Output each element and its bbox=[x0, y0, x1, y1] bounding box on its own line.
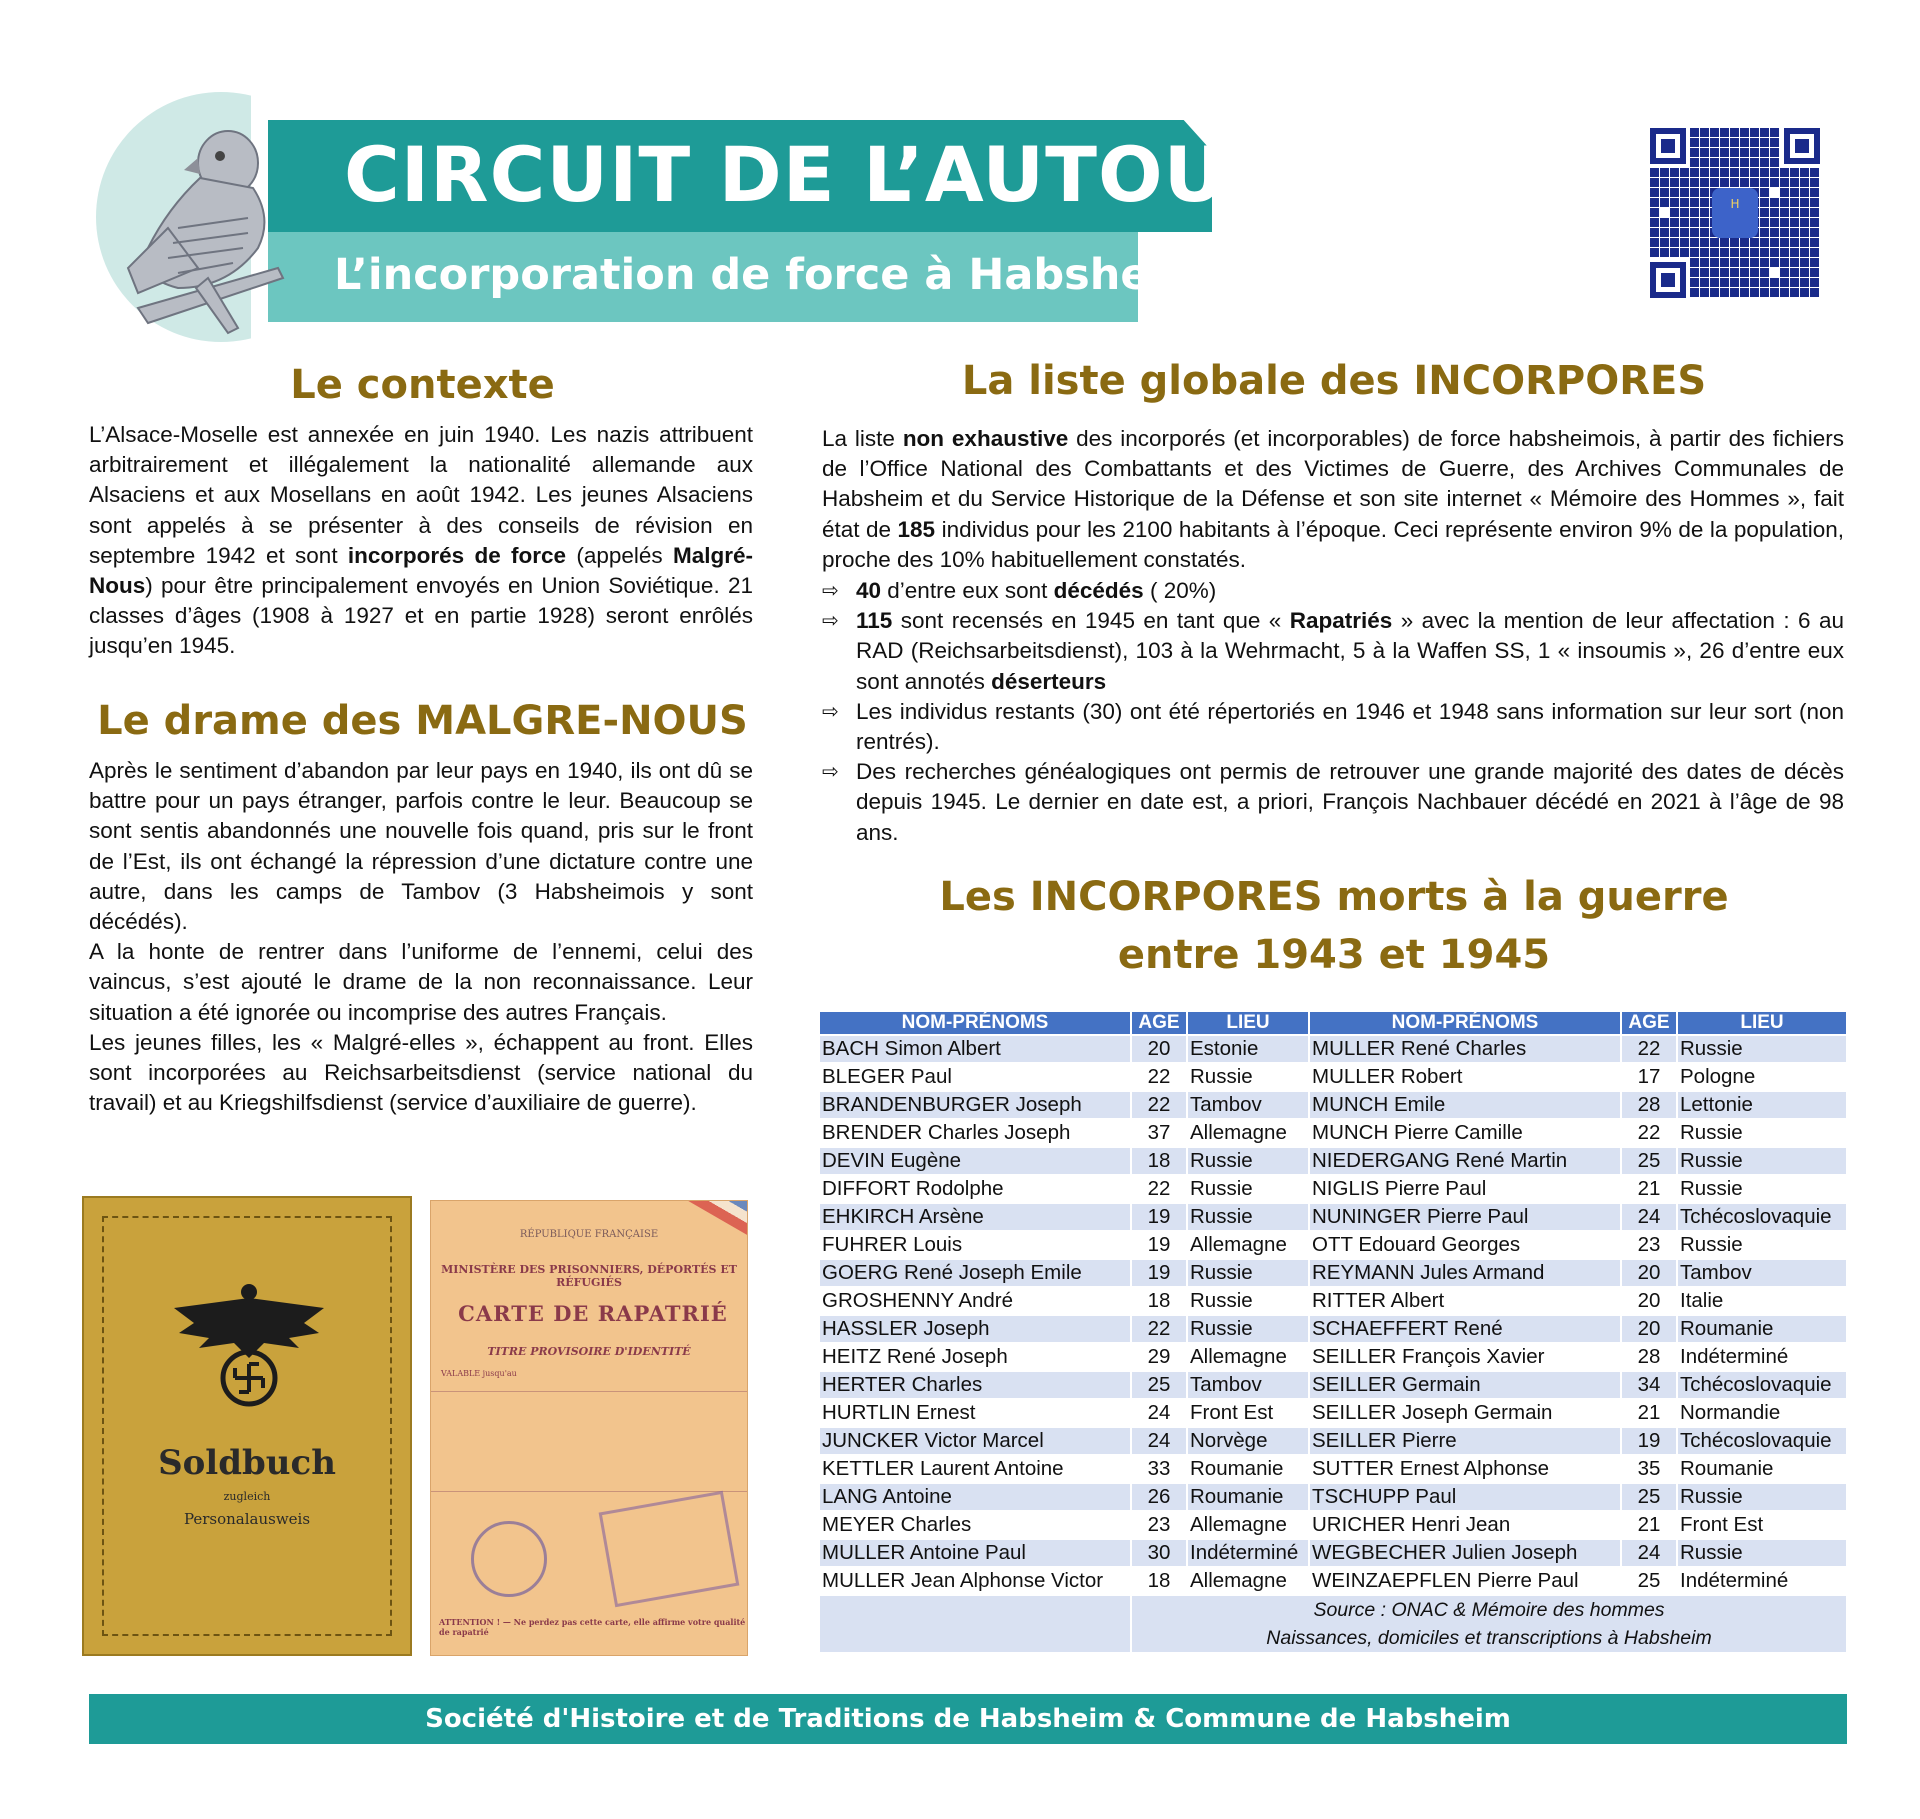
age-cell: 25 bbox=[1132, 1372, 1186, 1398]
place-cell: Roumanie bbox=[1678, 1316, 1846, 1342]
source-row bbox=[820, 1596, 1846, 1652]
age-cell: 25 bbox=[1622, 1148, 1676, 1174]
name-cell: NUNINGER Pierre Paul bbox=[1310, 1204, 1620, 1230]
age-cell: 22 bbox=[1132, 1092, 1186, 1118]
place-cell: Russie bbox=[1188, 1204, 1308, 1230]
stamp-rect-icon bbox=[599, 1491, 740, 1607]
table-row bbox=[820, 1372, 1846, 1398]
place-cell: Lettonie bbox=[1678, 1092, 1846, 1118]
place-cell: Roumanie bbox=[1188, 1456, 1308, 1482]
place-cell: Allemagne bbox=[1188, 1232, 1308, 1258]
table-row bbox=[820, 1316, 1846, 1342]
qr-code-icon[interactable] bbox=[1650, 128, 1820, 298]
name-cell: HEITZ René Joseph bbox=[820, 1344, 1130, 1370]
col-header: LIEU bbox=[1188, 1012, 1308, 1034]
name-cell: JUNCKER Victor Marcel bbox=[820, 1428, 1130, 1454]
table-row bbox=[820, 1064, 1846, 1090]
arrow-bullet-icon: ⇨ bbox=[822, 610, 839, 633]
place-cell: Italie bbox=[1678, 1288, 1846, 1314]
name-cell: SEILLER François Xavier bbox=[1310, 1344, 1620, 1370]
table-row bbox=[820, 1512, 1846, 1538]
name-cell: BRANDENBURGER Joseph bbox=[820, 1092, 1130, 1118]
age-cell: 21 bbox=[1622, 1400, 1676, 1426]
table-row bbox=[820, 1260, 1846, 1286]
age-cell: 18 bbox=[1132, 1568, 1186, 1594]
name-cell: WEGBECHER Julien Joseph bbox=[1310, 1540, 1620, 1566]
name-cell: NIGLIS Pierre Paul bbox=[1310, 1176, 1620, 1202]
place-cell: Russie bbox=[1678, 1176, 1846, 1202]
carte-divider bbox=[431, 1491, 747, 1492]
contexte-heading: Le contexte bbox=[290, 362, 555, 408]
name-cell: TSCHUPP Paul bbox=[1310, 1484, 1620, 1510]
drame-heading: Le drame des MALGRE-NOUS bbox=[97, 698, 748, 744]
age-cell: 21 bbox=[1622, 1176, 1676, 1202]
soldbuch-line2: zugleich bbox=[223, 1490, 271, 1503]
age-cell: 24 bbox=[1622, 1540, 1676, 1566]
col-header: LIEU bbox=[1678, 1012, 1846, 1034]
carte-attention: ATTENTION ! — Ne perdez pas cette carte, elle affirme votre qualité de rapatrié bbox=[439, 1617, 746, 1637]
name-cell: MULLER Jean Alphonse Victor bbox=[820, 1568, 1130, 1594]
age-cell: 19 bbox=[1132, 1260, 1186, 1286]
place-cell: Allemagne bbox=[1188, 1512, 1308, 1538]
place-cell: Allemagne bbox=[1188, 1568, 1308, 1594]
name-cell: MULLER Antoine Paul bbox=[820, 1540, 1130, 1566]
place-cell: Indéterminé bbox=[1188, 1540, 1308, 1566]
age-cell: 19 bbox=[1132, 1204, 1186, 1230]
name-cell: SEILLER Germain bbox=[1310, 1372, 1620, 1398]
carte-title: CARTE DE RAPATRIÉ bbox=[458, 1301, 728, 1326]
carte-valable: VALABLE jusqu'au bbox=[441, 1369, 517, 1378]
table-row bbox=[820, 1288, 1846, 1314]
place-cell: Normandie bbox=[1678, 1400, 1846, 1426]
age-cell: 23 bbox=[1622, 1232, 1676, 1258]
place-cell: Tchécoslovaquie bbox=[1678, 1204, 1846, 1230]
place-cell: Russie bbox=[1188, 1064, 1308, 1090]
name-cell: KETTLER Laurent Antoine bbox=[820, 1456, 1130, 1482]
age-cell: 24 bbox=[1132, 1428, 1186, 1454]
source-cell bbox=[1132, 1596, 1846, 1652]
place-cell: Estonie bbox=[1188, 1036, 1308, 1062]
place-cell: Tambov bbox=[1678, 1260, 1846, 1286]
age-cell: 22 bbox=[1622, 1120, 1676, 1146]
table-row bbox=[820, 1092, 1846, 1118]
age-cell: 22 bbox=[1132, 1316, 1186, 1342]
arrow-bullet-icon: ⇨ bbox=[822, 761, 839, 784]
name-cell: DIFFORT Rodolphe bbox=[820, 1176, 1130, 1202]
table-row bbox=[820, 1344, 1846, 1370]
name-cell: BLEGER Paul bbox=[820, 1064, 1130, 1090]
age-cell: 22 bbox=[1132, 1064, 1186, 1090]
place-cell: Norvège bbox=[1188, 1428, 1308, 1454]
name-cell: HERTER Charles bbox=[820, 1372, 1130, 1398]
place-cell: Tambov bbox=[1188, 1092, 1308, 1118]
table-header-row bbox=[820, 1012, 1846, 1034]
col-header: NOM-PRÉNOMS bbox=[820, 1012, 1130, 1034]
age-cell: 24 bbox=[1622, 1204, 1676, 1230]
table-row bbox=[820, 1148, 1846, 1174]
contexte-paragraph: L’Alsace-Moselle est annexée en juin 1940. Les nazis attribuent arbitrairement et illégalement la nationalité allemande aux Alsaciens et aux Mosellans en août 1942. Les jeunes Alsaciens sont appelés à se présenter à des conseils de révision en septembre 1942 et sont incorporés de force (appelés Malgré-Nous) pour être principalement envoyés en Union Soviétique. 21 classes d’âges (1908 à 1927 et en partie 1928) seront enrôlés jusqu’en 1945. bbox=[89, 422, 754, 659]
name-cell: URICHER Henri Jean bbox=[1310, 1512, 1620, 1538]
name-cell: SCHAEFFERT René bbox=[1310, 1316, 1620, 1342]
age-cell: 29 bbox=[1132, 1344, 1186, 1370]
bullet-item: ⇨ 115 sont recensés en 1945 en tant que « Rapatriés » avec la mention de leur affectation : 6 au RAD (Reichsarbeitsdienst), 103 à la Wehrmacht, 5 à la Waffen SS, 1 « insoumis », 26 d’entre eux sont annotés déserteurs bbox=[822, 608, 1844, 694]
drame-paragraph: Après le sentiment d’abandon par leur pays en 1940, ils ont dû se battre pour un pays étranger, parfois contre le leur. Beaucoup se sont sentis abandonnés une nouvelle fois quand, pris sur le front de l’Est, ils ont échangé la répression d’une dictature contre une autre, dans les camps de Tambov (3 Habsheimois y sont décédés). A la honte de rentrer dans l’uniforme de l’ennemi, celui des vaincus, s’est ajouté le drame de la non reconnaissance. Leur situation a été ignorée ou incomprise des autres Français. Les jeunes filles, les « Malgré-elles », échappent au front. Elles sont incorporées au Reichsarbeitsdienst (service national du travail) et au Kriegshilfsdienst (service d’auxiliaire de guerre). bbox=[89, 758, 753, 1116]
bullet-item: ⇨ Des recherches généalogiques ont permis de retrouver une grande majorité des dates de décès depuis 1945. Le dernier en date est, a priori, François Nachbauer décédé en 2021 à l’âge de 98 ans. bbox=[822, 759, 1844, 845]
age-cell: 20 bbox=[1622, 1260, 1676, 1286]
name-cell: RITTER Albert bbox=[1310, 1288, 1620, 1314]
name-cell: MUNCH Emile bbox=[1310, 1092, 1620, 1118]
name-cell: FUHRER Louis bbox=[820, 1232, 1130, 1258]
place-cell: Front Est bbox=[1678, 1512, 1846, 1538]
place-cell: Russie bbox=[1188, 1316, 1308, 1342]
soldbuch-title: Soldbuch bbox=[158, 1443, 336, 1483]
name-cell: SEILLER Pierre bbox=[1310, 1428, 1620, 1454]
age-cell: 19 bbox=[1132, 1232, 1186, 1258]
name-cell: REYMANN Jules Armand bbox=[1310, 1260, 1620, 1286]
place-cell: Russie bbox=[1678, 1540, 1846, 1566]
age-cell: 25 bbox=[1622, 1484, 1676, 1510]
carte-divider bbox=[431, 1391, 747, 1392]
arrow-bullet-icon: ⇨ bbox=[822, 580, 839, 602]
age-cell: 20 bbox=[1132, 1036, 1186, 1062]
table-row bbox=[820, 1456, 1846, 1482]
name-cell: MULLER Robert bbox=[1310, 1064, 1620, 1090]
age-cell: 20 bbox=[1622, 1288, 1676, 1314]
name-cell: BACH Simon Albert bbox=[820, 1036, 1130, 1062]
liste-bullets bbox=[822, 576, 1844, 848]
col-header: AGE bbox=[1132, 1012, 1186, 1034]
age-cell: 34 bbox=[1622, 1372, 1676, 1398]
age-cell: 30 bbox=[1132, 1540, 1186, 1566]
age-cell: 22 bbox=[1132, 1176, 1186, 1202]
name-cell: DEVIN Eugène bbox=[820, 1148, 1130, 1174]
place-cell: Tchécoslovaquie bbox=[1678, 1428, 1846, 1454]
place-cell: Roumanie bbox=[1678, 1456, 1846, 1482]
age-cell: 35 bbox=[1622, 1456, 1676, 1482]
place-cell: Allemagne bbox=[1188, 1344, 1308, 1370]
liste-heading: La liste globale des INCORPORES bbox=[961, 358, 1707, 404]
name-cell: SEILLER Joseph Germain bbox=[1310, 1400, 1620, 1426]
soldbuch-photo bbox=[82, 1196, 412, 1656]
footer-bar: Société d'Histoire et de Traditions de Habsheim & Commune de Habsheim bbox=[89, 1694, 1847, 1744]
place-cell: Russie bbox=[1678, 1232, 1846, 1258]
bullet-item: ⇨ Les individus restants (30) ont été répertoriés en 1946 et 1948 sans information sur leur sort (non rentrés). bbox=[822, 698, 1844, 755]
page-subtitle: L’incorporation de force à Habsheim bbox=[334, 250, 1210, 300]
age-cell: 33 bbox=[1132, 1456, 1186, 1482]
name-cell: OTT Edouard Georges bbox=[1310, 1232, 1620, 1258]
name-cell: EHKIRCH Arsène bbox=[820, 1204, 1130, 1230]
age-cell: 19 bbox=[1622, 1428, 1676, 1454]
table-row bbox=[820, 1540, 1846, 1566]
place-cell: Russie bbox=[1188, 1288, 1308, 1314]
age-cell: 17 bbox=[1622, 1064, 1676, 1090]
table-row bbox=[820, 1036, 1846, 1062]
place-cell: Russie bbox=[1678, 1484, 1846, 1510]
age-cell: 37 bbox=[1132, 1120, 1186, 1146]
place-cell: Russie bbox=[1678, 1036, 1846, 1062]
stamp-circle-icon bbox=[471, 1521, 547, 1597]
place-cell: Front Est bbox=[1188, 1400, 1308, 1426]
morts-table bbox=[818, 1010, 1848, 1654]
place-cell: Tambov bbox=[1188, 1372, 1308, 1398]
table-row bbox=[820, 1428, 1846, 1454]
age-cell: 22 bbox=[1622, 1036, 1676, 1062]
table-row bbox=[820, 1176, 1846, 1202]
name-cell: WEINZAEPFLEN Pierre Paul bbox=[1310, 1568, 1620, 1594]
place-cell: Russie bbox=[1678, 1148, 1846, 1174]
table-row bbox=[820, 1120, 1846, 1146]
place-cell: Tchécoslovaquie bbox=[1678, 1372, 1846, 1398]
place-cell: Indéterminé bbox=[1678, 1568, 1846, 1594]
name-cell: MEYER Charles bbox=[820, 1512, 1130, 1538]
table-row bbox=[820, 1484, 1846, 1510]
name-cell: LANG Antoine bbox=[820, 1484, 1130, 1510]
place-cell: Russie bbox=[1678, 1120, 1846, 1146]
age-cell: 25 bbox=[1622, 1568, 1676, 1594]
morts-heading-line2: entre 1943 et 1945 bbox=[1117, 932, 1551, 978]
age-cell: 23 bbox=[1132, 1512, 1186, 1538]
age-cell: 28 bbox=[1622, 1344, 1676, 1370]
place-cell: Allemagne bbox=[1188, 1120, 1308, 1146]
morts-heading bbox=[820, 868, 1848, 984]
place-cell: Russie bbox=[1188, 1260, 1308, 1286]
liste-intro: La liste non exhaustive des incorporés (et incorporables) de force habsheimois, à partir des fichiers de l’Office National des Combattants et des Victimes de Guerre, des Archives Communales de Habsheim et du Service Historique de la Défense et son site internet « Mémoire des Hommes », fait état de 185 individus pour les 2100 habitants à l’époque. Ceci représente environ 9% de la population, proche des 10% habituellement constatés. bbox=[822, 426, 1845, 572]
name-cell: MUNCH Pierre Camille bbox=[1310, 1120, 1620, 1146]
col-header: AGE bbox=[1622, 1012, 1676, 1034]
eagle-emblem-icon bbox=[164, 1278, 334, 1418]
bullet-item: ⇨ 40 d’entre eux sont décédés ( 20%) bbox=[822, 576, 1844, 606]
table-row bbox=[820, 1400, 1846, 1426]
page-title: CIRCUIT DE L’AUTOUR bbox=[344, 130, 1286, 219]
place-cell: Roumanie bbox=[1188, 1484, 1308, 1510]
name-cell: MULLER René Charles bbox=[1310, 1036, 1620, 1062]
arrow-bullet-icon: ⇨ bbox=[822, 700, 839, 723]
place-cell: Indéterminé bbox=[1678, 1344, 1846, 1370]
age-cell: 21 bbox=[1622, 1512, 1676, 1538]
place-cell: Russie bbox=[1188, 1148, 1308, 1174]
age-cell: 20 bbox=[1622, 1316, 1676, 1342]
carte-ministere: MINISTÈRE DES PRISONNIERS, DÉPORTÉS ET RÉFUGIÉS bbox=[441, 1263, 737, 1289]
place-cell: Russie bbox=[1188, 1176, 1308, 1202]
source-blank-cell bbox=[820, 1596, 1130, 1652]
age-cell: 26 bbox=[1132, 1484, 1186, 1510]
svg-text:H: H bbox=[1730, 197, 1740, 211]
age-cell: 18 bbox=[1132, 1288, 1186, 1314]
table-row bbox=[820, 1204, 1846, 1230]
source-line1: Source : ONAC & Mémoire des hommes bbox=[1313, 1599, 1665, 1621]
bird-logo-icon bbox=[108, 118, 318, 338]
age-cell: 18 bbox=[1132, 1148, 1186, 1174]
carte-rapatrie-photo bbox=[430, 1200, 748, 1656]
flag-stripe bbox=[668, 1200, 748, 1249]
table-row bbox=[820, 1232, 1846, 1258]
name-cell: HURTLIN Ernest bbox=[820, 1400, 1130, 1426]
morts-heading-line1: Les INCORPORES morts à la guerre bbox=[939, 874, 1729, 920]
source-line2: Naissances, domiciles et transcriptions à Habsheim bbox=[1266, 1627, 1712, 1649]
age-cell: 24 bbox=[1132, 1400, 1186, 1426]
name-cell: BRENDER Charles Joseph bbox=[820, 1120, 1130, 1146]
table-row bbox=[820, 1568, 1846, 1594]
carte-subtitle: TITRE PROVISOIRE D'IDENTITÉ bbox=[487, 1345, 691, 1358]
name-cell: GROSHENNY André bbox=[820, 1288, 1130, 1314]
soldbuch-line3: Personalausweis bbox=[183, 1510, 311, 1528]
name-cell: NIEDERGANG René Martin bbox=[1310, 1148, 1620, 1174]
place-cell: Pologne bbox=[1678, 1064, 1846, 1090]
age-cell: 28 bbox=[1622, 1092, 1676, 1118]
name-cell: HASSLER Joseph bbox=[820, 1316, 1130, 1342]
name-cell: SUTTER Ernest Alphonse bbox=[1310, 1456, 1620, 1482]
name-cell: GOERG René Joseph Emile bbox=[820, 1260, 1130, 1286]
col-header: NOM-PRÉNOMS bbox=[1310, 1012, 1620, 1034]
carte-republique: RÉPUBLIQUE FRANÇAISE bbox=[519, 1229, 659, 1240]
